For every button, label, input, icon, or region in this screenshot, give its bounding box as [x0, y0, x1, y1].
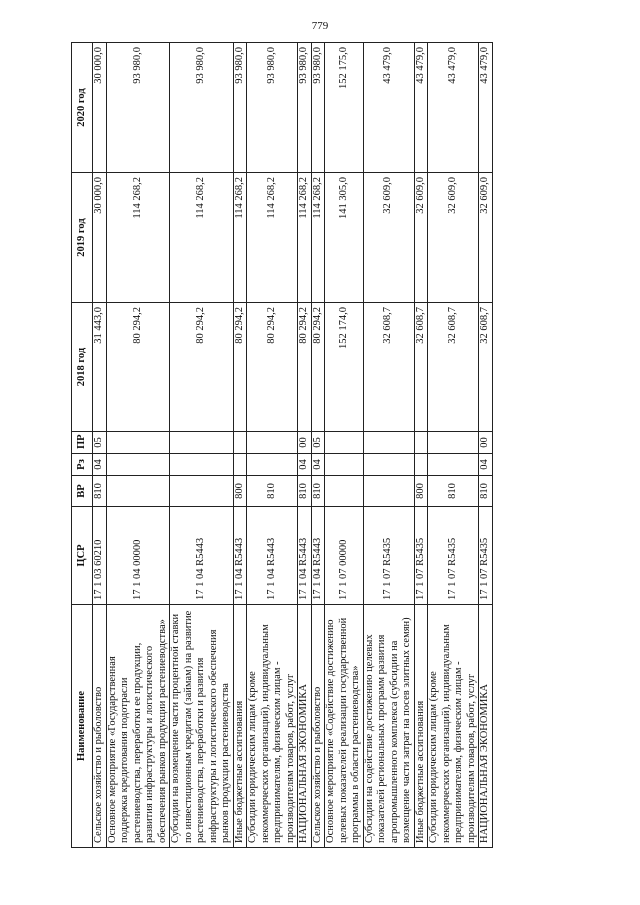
- cell-2019: 114 268,2: [311, 173, 325, 303]
- cell-vr: 800: [233, 476, 247, 507]
- cell-rz: 04: [311, 454, 325, 476]
- cell-name: Иные бюджетные ассигнования: [233, 605, 247, 848]
- cell-2018: 80 294,2: [298, 303, 312, 432]
- cell-name: Субсидии на содействие достижению целевых показателей региональных программ развития агропромышленного комплекса (субсидии на возмещение части затрат на посев элитных семян): [363, 605, 414, 848]
- table-row: [325, 43, 364, 848]
- cell-csr: 17 1 07 R5435: [428, 507, 479, 605]
- budget-table: [71, 42, 493, 848]
- table-body: [93, 43, 493, 848]
- table-row: [106, 43, 170, 848]
- cell-pr: 05: [311, 432, 325, 454]
- cell-2020: 43 479,0: [414, 43, 428, 173]
- cell-csr: 17 1 07 R5435: [363, 507, 414, 605]
- header-rz: Рз: [72, 454, 93, 476]
- cell-rz: [414, 454, 428, 476]
- cell-name: Субсидии юридическим лицам (кроме некоммерческих организаций), индивидуальным предпринимателям, физическим лицам - производителям товаров, работ, услуг: [428, 605, 479, 848]
- cell-2020: 93 980,0: [298, 43, 312, 173]
- cell-2019: 30 000,0: [93, 173, 107, 303]
- table-row: [311, 43, 325, 848]
- cell-vr: 800: [414, 476, 428, 507]
- cell-pr: [247, 432, 298, 454]
- cell-csr: 17 1 04 R5443: [298, 507, 312, 605]
- header-vr: ВР: [72, 476, 93, 507]
- cell-pr: [170, 432, 234, 454]
- cell-vr: 810: [311, 476, 325, 507]
- cell-csr: 17 1 04 R5443: [311, 507, 325, 605]
- cell-name: Субсидии на возмещение части процентной ставки по инвестиционным кредитам (займам) на развитие растениеводства, переработки и развития инфраструктуры и логистического обеспечения рынков продукции растениеводства: [170, 605, 234, 848]
- cell-rz: 04: [479, 454, 493, 476]
- cell-2020: 93 980,0: [170, 43, 234, 173]
- header-2020: 2020 год: [72, 43, 93, 173]
- cell-2020: 30 000,0: [93, 43, 107, 173]
- table-row: [93, 43, 107, 848]
- cell-2019: 114 268,2: [106, 173, 170, 303]
- cell-csr: 17 1 04 00000: [106, 507, 170, 605]
- cell-2019: 32 609,0: [479, 173, 493, 303]
- cell-name: Сельское хозяйство и рыболовство: [311, 605, 325, 848]
- cell-pr: [414, 432, 428, 454]
- cell-name: НАЦИОНАЛЬНАЯ ЭКОНОМИКА: [298, 605, 312, 848]
- table-row: [428, 43, 479, 848]
- page-number: 779: [311, 20, 329, 32]
- cell-2018: 32 608,7: [479, 303, 493, 432]
- cell-csr: 17 1 07 00000: [325, 507, 364, 605]
- cell-vr: 810: [247, 476, 298, 507]
- cell-name: Основное мероприятие «Содействие достижению целевых показателей реализации государственной программы в области растениеводства»: [325, 605, 364, 848]
- cell-2020: 152 175,0: [325, 43, 364, 173]
- cell-rz: 04: [93, 454, 107, 476]
- cell-2019: 141 305,0: [325, 173, 364, 303]
- cell-2019: 32 609,0: [363, 173, 414, 303]
- cell-2018: 80 294,2: [233, 303, 247, 432]
- cell-rz: 04: [298, 454, 312, 476]
- cell-vr: [106, 476, 170, 507]
- table-row: [170, 43, 234, 848]
- cell-csr: 17 1 04 R5443: [233, 507, 247, 605]
- cell-vr: 810: [479, 476, 493, 507]
- header-name: Наименование: [72, 605, 93, 848]
- cell-vr: [170, 476, 234, 507]
- cell-vr: [325, 476, 364, 507]
- cell-vr: 810: [93, 476, 107, 507]
- cell-pr: [233, 432, 247, 454]
- cell-csr: 17 1 07 R5435: [414, 507, 428, 605]
- rotated-table-container: [71, 43, 493, 848]
- cell-csr: 17 1 03 60210: [93, 507, 107, 605]
- cell-rz: [363, 454, 414, 476]
- cell-pr: [363, 432, 414, 454]
- cell-pr: 00: [298, 432, 312, 454]
- cell-csr: 17 1 04 R5443: [247, 507, 298, 605]
- cell-2020: 43 479,0: [428, 43, 479, 173]
- cell-name: НАЦИОНАЛЬНАЯ ЭКОНОМИКА: [479, 605, 493, 848]
- cell-2018: 32 608,7: [428, 303, 479, 432]
- cell-2018: 31 443,0: [93, 303, 107, 432]
- table-row: [414, 43, 428, 848]
- cell-2019: 114 268,2: [298, 173, 312, 303]
- cell-rz: [233, 454, 247, 476]
- cell-name: Сельское хозяйство и рыболовство: [93, 605, 107, 848]
- table-row: [298, 43, 312, 848]
- cell-pr: 00: [479, 432, 493, 454]
- header-2019: 2019 год: [72, 173, 93, 303]
- cell-2020: 93 980,0: [233, 43, 247, 173]
- table-row: [233, 43, 247, 848]
- cell-rz: [428, 454, 479, 476]
- table-row: [479, 43, 493, 848]
- cell-2018: 152 174,0: [325, 303, 364, 432]
- cell-2020: 43 479,0: [363, 43, 414, 173]
- cell-csr: 17 1 04 R5443: [170, 507, 234, 605]
- header-2018: 2018 год: [72, 303, 93, 432]
- cell-rz: [170, 454, 234, 476]
- cell-pr: [428, 432, 479, 454]
- cell-2019: 32 609,0: [428, 173, 479, 303]
- cell-2018: 80 294,2: [311, 303, 325, 432]
- cell-vr: 810: [298, 476, 312, 507]
- cell-rz: [106, 454, 170, 476]
- cell-pr: [325, 432, 364, 454]
- cell-2019: 114 268,2: [170, 173, 234, 303]
- cell-2019: 114 268,2: [247, 173, 298, 303]
- cell-2020: 93 980,0: [106, 43, 170, 173]
- cell-2020: 93 980,0: [311, 43, 325, 173]
- cell-2018: 80 294,2: [106, 303, 170, 432]
- cell-2018: 32 608,7: [363, 303, 414, 432]
- table-row: [363, 43, 414, 848]
- header-csr: ЦСР: [72, 507, 93, 605]
- cell-csr: 17 1 07 R5435: [479, 507, 493, 605]
- cell-name: Иные бюджетные ассигнования: [414, 605, 428, 848]
- cell-name: Субсидии юридическим лицам (кроме некоммерческих организаций), индивидуальным предпринимателям, физическим лицам - производителям товаров, работ, услуг: [247, 605, 298, 848]
- header-pr: ПР: [72, 432, 93, 454]
- table-row: [247, 43, 298, 848]
- cell-2020: 93 980,0: [247, 43, 298, 173]
- cell-2019: 32 609,0: [414, 173, 428, 303]
- cell-rz: [325, 454, 364, 476]
- cell-2018: 32 608,7: [414, 303, 428, 432]
- cell-2020: 43 479,0: [479, 43, 493, 173]
- cell-rz: [247, 454, 298, 476]
- cell-2018: 80 294,2: [247, 303, 298, 432]
- cell-2018: 80 294,2: [170, 303, 234, 432]
- cell-vr: [363, 476, 414, 507]
- cell-name: Основное мероприятие «Государственная поддержка кредитования подотрасли растениеводства, переработки ее продукции, развития инфраструктуры и логистического обеспечения рынков продукции растениеводства»: [106, 605, 170, 848]
- cell-2019: 114 268,2: [233, 173, 247, 303]
- cell-pr: 05: [93, 432, 107, 454]
- cell-vr: 810: [428, 476, 479, 507]
- cell-pr: [106, 432, 170, 454]
- table-header-row: [72, 43, 93, 848]
